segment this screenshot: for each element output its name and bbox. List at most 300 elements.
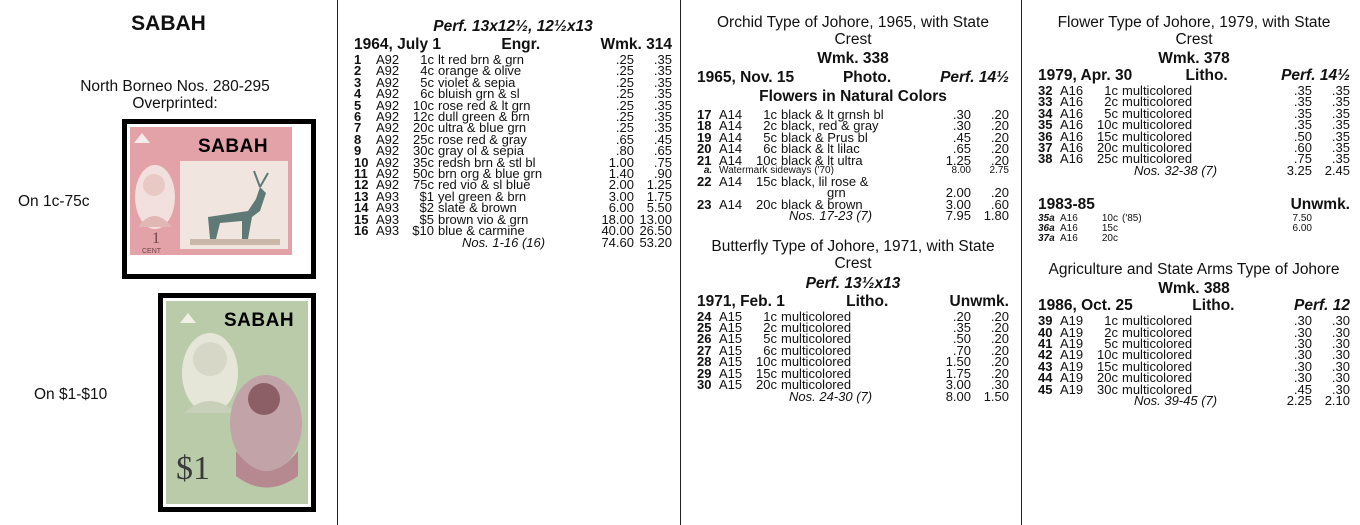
unused-value: .25	[615, 63, 634, 79]
description: ('85)	[1122, 213, 1142, 225]
stamp-number: 18	[697, 118, 712, 134]
stamp-number: 2	[354, 63, 362, 79]
unused-value: .45	[952, 129, 971, 145]
type-number: A16	[1060, 128, 1084, 144]
stamp-number: 44	[1038, 370, 1053, 386]
description: brown vio & grn	[438, 211, 529, 227]
variety-rows	[1038, 214, 1350, 244]
used-value: .35	[653, 63, 672, 79]
type-number: A19	[1060, 347, 1084, 363]
type-number: A16	[1060, 94, 1084, 110]
unused-value: 1.40	[608, 166, 634, 182]
description: multicolored	[781, 377, 852, 393]
stamp-number: 34	[1038, 105, 1053, 121]
stamp-number: 27	[697, 342, 712, 358]
butterfly-perf: Perf. 13½x13	[805, 274, 901, 292]
variety-desc: Watermark sideways ('70)	[719, 165, 834, 177]
on-1-10-label: On $1-$10	[34, 386, 108, 403]
description: rose red & gray	[438, 131, 527, 147]
table-row: 23 A14 20c black & brown 3.00 .60	[697, 196, 1009, 212]
used-value: .20	[990, 129, 1009, 145]
description: gray ol & sepia	[438, 143, 524, 159]
stamp-number: 12	[354, 177, 369, 193]
denomination: 30c	[413, 143, 434, 159]
used-value: .35	[1331, 105, 1350, 121]
description: multicolored	[1122, 105, 1193, 121]
type-number: A16	[1060, 117, 1084, 133]
unused-value: .60	[1293, 140, 1312, 156]
unused-value: .35	[952, 320, 971, 336]
variety-unused: 8.00	[951, 165, 971, 177]
agriculture-stamp-list	[1038, 313, 1350, 409]
description: slate & brown	[438, 200, 517, 216]
column-orchid-butterfly	[681, 0, 1021, 525]
denomination: 5c	[1104, 105, 1118, 121]
denomination: 35c	[413, 154, 434, 170]
denomination: 4c	[420, 63, 434, 79]
used-value: .35	[1331, 128, 1350, 144]
unused-value: .30	[1293, 313, 1312, 329]
description: lt red brn & grn	[438, 52, 524, 67]
used-value: 5.50	[646, 200, 672, 216]
stamp-number: 35a	[1038, 213, 1055, 225]
stamp-number: 11	[354, 166, 368, 182]
type-number: A15	[719, 320, 743, 336]
unused-value: .30	[952, 107, 971, 122]
description: brn org & blue grn	[438, 166, 543, 182]
denomination: 5c	[763, 129, 777, 145]
denomination: 1c	[1104, 313, 1118, 329]
overprint-note	[20, 78, 330, 112]
description: multicolored	[1122, 381, 1193, 397]
stamp-number: 3	[354, 74, 362, 90]
unused-value: .45	[1293, 381, 1312, 397]
issue-wmk: Wmk. 314	[600, 36, 672, 53]
description: black & Prus bl	[781, 129, 868, 145]
used-value: .35	[1331, 140, 1350, 156]
orchid-title: Orchid Type of Johore, 1965, with State Crest	[717, 14, 989, 48]
butterfly-issue-date: 1971, Feb. 1	[697, 292, 785, 310]
type-number: A92	[376, 109, 400, 125]
stamp-number: 42	[1038, 347, 1053, 363]
denomination: 2c	[1104, 324, 1118, 340]
denomination: $1	[419, 188, 434, 204]
used-value: .90	[653, 166, 672, 182]
stamp-number: 5	[354, 97, 362, 113]
used-value: .20	[990, 141, 1009, 157]
orchid-total-row: Nos. 17-23 (7) 7.95 1.80	[789, 208, 1009, 224]
type-number: A16	[1060, 223, 1078, 235]
used-value: .20	[990, 308, 1009, 324]
overprint-sabah-2: SABAH	[224, 310, 295, 331]
agriculture-issue-line: 1986, Oct. 25 Litho. Perf. 12	[1038, 297, 1350, 315]
description: rose red & lt grn	[438, 97, 531, 113]
denomination: 6c	[763, 141, 777, 157]
country-title: SABAH	[131, 12, 206, 35]
description: multicolored	[1122, 324, 1193, 340]
unused-value: 3.00	[608, 188, 634, 204]
variety-letter: a.	[703, 165, 713, 177]
description: multicolored	[781, 308, 852, 324]
butterfly-title: Butterfly Type of Johore, 1971, with State Crest	[711, 237, 995, 272]
type-number: A93	[376, 223, 400, 239]
denomination: 15c	[1101, 223, 1118, 235]
type-number: A14	[719, 129, 743, 145]
unused-value: .25	[615, 97, 634, 113]
used-value: .35	[653, 120, 672, 136]
denomination: 50c	[413, 166, 434, 182]
used-value: .20	[990, 354, 1009, 370]
description: red vio & sl blue	[438, 177, 531, 193]
used-value: .35	[1331, 151, 1350, 167]
unused-value: .30	[1293, 324, 1312, 340]
flower-issue-line: 1979, Apr. 30 Litho. Perf. 14½	[1038, 67, 1350, 84]
denomination: 25c	[1097, 151, 1118, 167]
stamp-number: 19	[697, 129, 712, 145]
unused-value: .30	[1293, 358, 1312, 374]
butterfly-total-row: Nos. 24-30 (7) 8.00 1.50	[789, 388, 1009, 404]
unused-value: .35	[1293, 83, 1312, 98]
description: multicolored	[781, 354, 852, 370]
denomination: 10c	[1097, 347, 1118, 363]
type-number: A16	[1060, 151, 1084, 167]
stamp-number: 37a	[1038, 233, 1055, 245]
type-number: A15	[719, 308, 743, 324]
stamp-number: 33	[1038, 94, 1053, 110]
issue-method: Engr.	[501, 36, 541, 53]
description: black, red & gray	[781, 118, 879, 134]
unused-value: .25	[615, 86, 634, 102]
description: multicolored	[1122, 313, 1193, 329]
column-sabah	[0, 0, 337, 525]
unused-value: .70	[952, 342, 971, 358]
denomination: 10c	[1097, 117, 1118, 133]
flower-rows	[1038, 85, 1350, 165]
description: yel green & brn	[438, 188, 527, 204]
stamp-rows	[354, 54, 672, 237]
unused-value: .65	[952, 141, 971, 157]
stamp-number: 10	[354, 154, 369, 170]
butterfly-issue-line	[697, 293, 1009, 311]
used-value: .30	[1331, 358, 1350, 374]
description: violet & sepia	[438, 74, 516, 90]
description: redsh brn & stl bl	[438, 154, 536, 170]
used-value: .75	[653, 154, 672, 170]
used-value: .30	[1331, 381, 1350, 397]
unused-value: .50	[952, 331, 971, 347]
stamp-number: 15	[354, 211, 369, 227]
stamp-1-value: 1	[152, 230, 160, 247]
description: multicolored	[1122, 94, 1193, 110]
stamp-number: 36	[1038, 128, 1053, 144]
denomination: 20c	[1097, 140, 1118, 156]
type-number: A15	[719, 365, 743, 381]
flower-total-row: Nos. 32-38 (7) 3.25 2.45	[1134, 162, 1350, 178]
stamp-number: 8	[354, 131, 362, 147]
table-row: 22 A14 15c black, lil rose &	[697, 174, 869, 190]
used-value: .30	[1331, 347, 1350, 363]
stamp-number: 45	[1038, 381, 1053, 397]
unused-value: 18.00	[601, 211, 634, 227]
used-value: .30	[1331, 336, 1350, 352]
description: multicolored	[1122, 140, 1193, 156]
total-row	[354, 237, 672, 248]
note-line-1: North Borneo Nos. 280-295	[80, 78, 270, 95]
unused-value	[1274, 234, 1312, 244]
unused-value: .75	[1293, 151, 1312, 167]
type-number: A16	[1060, 140, 1084, 156]
denomination: 10c	[756, 354, 777, 370]
orchid-issue-method: Photo.	[842, 69, 892, 86]
description: black & lt grnsh bl	[781, 107, 884, 122]
denomination: 20c	[1097, 370, 1118, 386]
type-number: A92	[376, 52, 400, 67]
used-value: 1.75	[646, 188, 672, 204]
denomination: 10c	[756, 152, 777, 168]
orchid-subheading: Flowers in Natural Colors	[759, 88, 947, 105]
flower-wmk: Wmk. 378	[1158, 50, 1230, 67]
denomination: 25c	[413, 131, 434, 147]
orchid-issue-perf: Perf. 14½	[940, 69, 1009, 86]
stamp-number: 4	[354, 86, 362, 102]
stamp-list	[354, 54, 672, 248]
used-value: .20	[990, 331, 1009, 347]
type-number: A92	[376, 143, 400, 159]
description: ultra & blue grn	[438, 120, 527, 136]
used-value: .20	[990, 365, 1009, 381]
denomination: 5c	[420, 74, 434, 90]
stamp-number: 17	[697, 107, 712, 122]
stamp-number: 7	[354, 120, 362, 136]
type-number: A15	[719, 331, 743, 347]
type-number: A93	[376, 188, 400, 204]
denomination: 1c	[763, 308, 777, 324]
unused-value: 1.75	[945, 365, 971, 381]
orchid-issue-line	[697, 69, 1009, 87]
stamp-number: 30	[697, 377, 712, 393]
variety-list	[1038, 214, 1350, 244]
stamp-number: 13	[354, 188, 369, 204]
issue-date: 1964, July 1	[354, 36, 442, 53]
denomination: $5	[419, 211, 434, 227]
denomination: 10c	[1101, 213, 1118, 225]
orchid-rows	[697, 109, 1009, 166]
denomination: 20c	[1101, 233, 1118, 245]
unused-value: .25	[615, 52, 634, 67]
stamp-number: 41	[1038, 336, 1053, 352]
stamp-number: 40	[1038, 324, 1053, 340]
used-value: .20	[990, 152, 1009, 168]
stamp-number: 14	[354, 200, 369, 216]
denomination: 10c	[413, 97, 434, 113]
unused-value: .50	[1293, 128, 1312, 144]
denomination: 75c	[413, 177, 434, 193]
used-value: .20	[990, 107, 1009, 122]
denomination: 15c	[1097, 358, 1118, 374]
butterfly-issue-wmk: Unwmk.	[949, 292, 1009, 310]
unused-value: .25	[615, 74, 634, 90]
agriculture-total-row: Nos. 39-45 (7) 2.25 2.10	[1134, 393, 1350, 409]
agriculture-title: Agriculture and State Arms Type of Johore	[1048, 261, 1340, 279]
description: multicolored	[1122, 370, 1193, 386]
type-number: A16	[1060, 83, 1084, 98]
used-value: .20	[990, 118, 1009, 134]
type-number: A19	[1060, 370, 1084, 386]
unused-value: .30	[952, 118, 971, 134]
description: multicolored	[1122, 151, 1193, 167]
unused-value: 3.00	[945, 377, 971, 393]
used-value: .35	[1331, 117, 1350, 133]
type-number: A19	[1060, 358, 1084, 374]
stamp-image-deer	[122, 119, 316, 279]
stamp-number: 29	[697, 365, 712, 381]
stamp-number: 37	[1038, 140, 1053, 156]
unused-value: 6.00	[608, 200, 634, 216]
stamp-number: 28	[697, 354, 712, 370]
type-number: A92	[376, 154, 400, 170]
denomination: 20c	[756, 377, 777, 393]
butterfly-rows	[697, 308, 1009, 393]
unused-value: .35	[1293, 117, 1312, 133]
type-number: A93	[376, 200, 400, 216]
stamp-number: 9	[354, 143, 362, 159]
type-number: A15	[719, 377, 743, 393]
type-number: A16	[1060, 213, 1078, 225]
denomination: $2	[419, 200, 434, 216]
type-number: A19	[1060, 313, 1084, 329]
type-number: A19	[1060, 381, 1084, 397]
type-number: A15	[719, 354, 743, 370]
type-number: A14	[719, 107, 743, 122]
perf-heading: Perf. 13x12½, 12½x13	[433, 18, 593, 35]
denomination: $10	[412, 223, 434, 239]
table-row-continued: grn 2.00 .20	[827, 185, 1009, 201]
unused-value: .35	[1293, 94, 1312, 110]
type-number: A14	[719, 118, 743, 134]
stamp-number: 24	[697, 308, 712, 324]
denomination: 6c	[763, 342, 777, 358]
type-number: A16	[1060, 105, 1084, 121]
description	[1122, 234, 1274, 244]
description: dull green & brn	[438, 109, 530, 125]
stamp-number: 32	[1038, 83, 1053, 98]
butterfly-stamp-list	[697, 308, 1009, 404]
denomination: 1c	[763, 107, 777, 122]
column-1964-issue	[338, 0, 680, 525]
denomination: 5c	[763, 331, 777, 347]
unused-value: .30	[1293, 347, 1312, 363]
description: orange & olive	[438, 63, 522, 79]
stamp-number: 38	[1038, 151, 1053, 167]
type-number: A92	[376, 131, 400, 147]
stamp-image-orangutan	[158, 293, 316, 512]
type-number: A93	[376, 211, 400, 227]
denomination: 5c	[1104, 336, 1118, 352]
stamp-number: 35	[1038, 117, 1053, 133]
description: multicolored	[1122, 83, 1193, 98]
orchid-stamp-list	[697, 109, 1009, 222]
total-unused: 74.60	[601, 234, 634, 250]
unused-value: .25	[615, 109, 634, 125]
unused-value: 1.25	[945, 152, 971, 168]
description: multicolored	[1122, 358, 1193, 374]
used-value: .35	[653, 52, 672, 67]
used-value: .30	[1331, 324, 1350, 340]
stamp-number: 36a	[1038, 223, 1055, 235]
unused-value: .25	[615, 120, 634, 136]
description: multicolored	[1122, 336, 1193, 352]
type-number: A15	[719, 342, 743, 358]
stamp-number: 25	[697, 320, 712, 336]
type-number: A19	[1060, 324, 1084, 340]
used-value: 26.50	[639, 223, 672, 239]
description: black & lt lilac	[781, 141, 860, 157]
used-value	[1312, 234, 1350, 244]
flower-stamp-list	[1038, 85, 1350, 176]
description: multicolored	[781, 331, 852, 347]
stamp-2-value: $1	[176, 450, 210, 487]
unused-value: .30	[1293, 336, 1312, 352]
description: black & lt ultra	[781, 152, 863, 168]
unused-value: 6.00	[1292, 223, 1312, 235]
used-value: .35	[653, 74, 672, 90]
overprint-sabah-1: SABAH	[198, 136, 269, 157]
denomination: 20c	[413, 120, 434, 136]
column-flower-agriculture	[1022, 0, 1360, 525]
stamp-number: 1	[354, 52, 362, 67]
description: multicolored	[781, 342, 852, 358]
used-value: 1.25	[646, 177, 672, 193]
denomination: 1c	[420, 52, 434, 67]
variety-used: 2.75	[989, 165, 1009, 177]
description: multicolored	[1122, 347, 1193, 363]
agriculture-wmk: Wmk. 388	[1158, 280, 1230, 298]
used-value: .30	[1331, 313, 1350, 329]
description: blue & carmine	[438, 223, 525, 239]
used-value: .65	[653, 143, 672, 159]
orchid-issue-date: 1965, Nov. 15	[697, 69, 795, 86]
unused-value: .20	[952, 308, 971, 324]
unused-value: .30	[1293, 370, 1312, 386]
unused-value: 7.50	[1292, 213, 1312, 225]
unused-value: 1.00	[608, 154, 634, 170]
stamp-number: 20	[697, 141, 712, 157]
used-value: .35	[653, 109, 672, 125]
type-number: A16	[1060, 233, 1078, 245]
denomination: 2c	[763, 118, 777, 134]
unused-value: 2.00	[608, 177, 634, 193]
denomination: 6c	[420, 86, 434, 102]
orchid-wmk: Wmk. 338	[817, 50, 889, 67]
note-line-2: Overprinted:	[132, 95, 218, 112]
used-value: .35	[1331, 94, 1350, 110]
description: bluish grn & sl	[438, 86, 520, 102]
used-value	[1312, 214, 1350, 224]
unused-value: 1.50	[945, 354, 971, 370]
stamp-number: 43	[1038, 358, 1053, 374]
used-value: .45	[653, 131, 672, 147]
denomination: 15c	[756, 365, 777, 381]
type-number: A92	[376, 74, 400, 90]
description	[1122, 224, 1274, 234]
used-value: .30	[1331, 370, 1350, 386]
table-row	[1038, 224, 1350, 234]
stamp-number: 39	[1038, 313, 1053, 329]
type-number: A92	[376, 97, 400, 113]
used-value: .20	[990, 342, 1009, 358]
butterfly-issue-method: Litho.	[846, 292, 889, 310]
stamp-number: 16	[354, 223, 369, 239]
